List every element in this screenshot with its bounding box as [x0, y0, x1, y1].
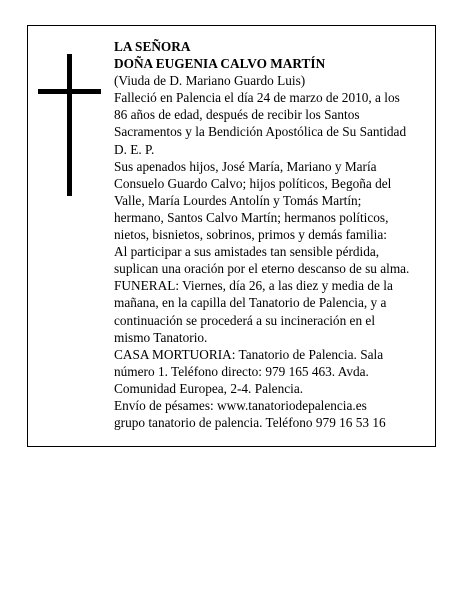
notice-line: D. E. P.	[114, 141, 155, 157]
notice-line: nietos, bisnietos, sobrinos, primos y demás familia:	[114, 227, 387, 243]
notice-line: Consuelo Guardo Calvo; hijos políticos, Begoña del	[114, 175, 392, 191]
notice-line: FUNERAL: Viernes, día 26, a las diez y media de la	[114, 278, 393, 294]
notice-line: número 1. Teléfono directo: 979 165 463. Avda.	[114, 363, 369, 379]
notice-text	[114, 38, 432, 431]
notice-line: Valle, María Lourdes Antolín y Tomás Martín;	[114, 192, 362, 208]
notice-title: LA SEÑORA	[114, 39, 191, 54]
notice-line: CASA MORTUORIA: Tanatorio de Palencia. Sala	[114, 346, 384, 362]
cross-icon-bar	[38, 89, 101, 94]
notice-line: suplican una oración por el eterno descanso de su alma.	[114, 261, 410, 277]
notice-body	[114, 89, 432, 431]
notice-line: hermano, Santos Calvo Martín; hermanos políticos,	[114, 209, 389, 225]
notice-line: mismo Tanatorio.	[114, 329, 208, 345]
notice-line: continuación se procederá a su incineración en el	[114, 312, 376, 328]
notice-line: Envío de pésames: www.tanatoriodepalencia.es	[114, 397, 367, 413]
notice-line: grupo tanatorio de palencia. Teléfono 979 16 53 16	[114, 415, 386, 431]
prayer-request	[114, 243, 432, 277]
cross-icon	[67, 54, 72, 196]
notice-line: Sacramentos y la Bendición Apostólica de Su Santidad	[114, 124, 407, 140]
notice-line: 86 años de edad, después de recibir los Santos	[114, 107, 360, 123]
condolences-info	[114, 397, 432, 431]
notice-line: Sus apenados hijos, José María, Mariano y María	[114, 158, 377, 174]
family-members	[114, 158, 432, 243]
deceased-name: DOÑA EUGENIA CALVO MARTÍN	[114, 56, 326, 72]
notice-line: mañana, en la capilla del Tanatorio de Palencia, y a	[114, 295, 387, 311]
funeral-info	[114, 277, 432, 345]
notice-line: Falleció en Palencia el día 24 de marzo de 2010, a los	[114, 90, 400, 106]
obituary-notice	[27, 25, 436, 447]
notice-line: Al participar a sus amistades tan sensible pérdida,	[114, 244, 380, 260]
notice-line: Comunidad Europea, 2-4. Palencia.	[114, 380, 304, 396]
death-details	[114, 89, 432, 157]
mortuary-info	[114, 346, 432, 397]
notice-subtitle: (Viuda de D. Mariano Guardo Luis)	[114, 73, 306, 89]
